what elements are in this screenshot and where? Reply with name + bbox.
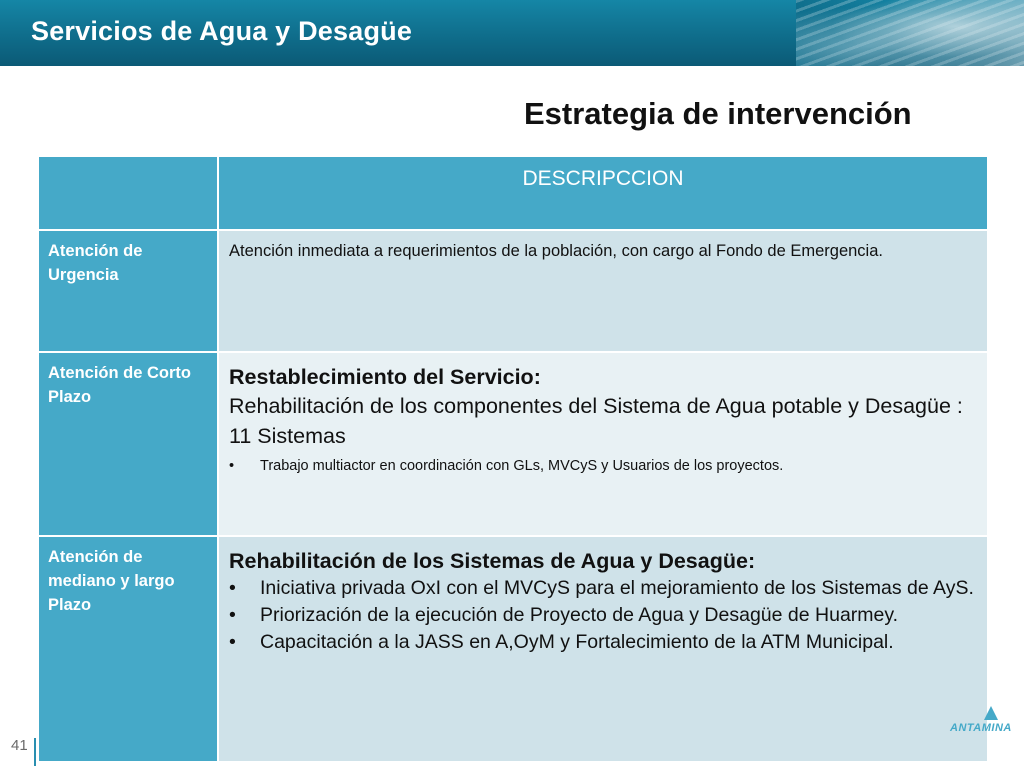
page-number: 41 [11, 737, 28, 754]
list-item-text: Priorización de la ejecución de Proyecto de Agua y Desagüe de Huarmey. [260, 604, 899, 626]
list-item-text: Trabajo multiactor en coordinación con GLs, MVCyS y Usuarios de los proyectos. [260, 458, 784, 474]
row-description [218, 230, 988, 352]
slide-title: Servicios de Agua y Desagüe [31, 16, 413, 46]
table-row [38, 230, 988, 352]
row-description [218, 536, 988, 762]
row-label: Atención de mediano y largo Plazo [38, 536, 218, 762]
logo-mark-icon [984, 706, 998, 720]
list-item [229, 602, 977, 629]
row-heading: Rehabilitación de los Sistemas de Agua y Desagüe: [229, 549, 756, 573]
row-label: Atención de Corto Plazo [38, 352, 218, 536]
list-item-text: Iniciativa privada OxI con el MVCyS para el mejoramiento de los Sistemas de AyS. [260, 577, 974, 599]
table-row [38, 352, 988, 536]
row-heading: Restablecimiento del Servicio: [229, 365, 541, 389]
slide-subtitle: Estrategia de intervención [524, 96, 912, 131]
page-divider [34, 738, 36, 766]
row-description [218, 352, 988, 536]
list-item [229, 455, 977, 477]
row-description-text: Atención inmediata a requerimientos de la población, con cargo al Fondo de Emergencia. [229, 242, 883, 260]
table-header-row [38, 156, 988, 230]
table-row [38, 536, 988, 762]
strategy-table [37, 155, 989, 763]
bullet-icon: • [229, 631, 236, 653]
company-logo: ANTAMINA [950, 722, 1012, 734]
header-bar [0, 0, 1024, 66]
bullet-icon: • [229, 458, 235, 474]
list-item [229, 629, 977, 656]
row-description-text: Rehabilitación de los componentes del Sistema de Agua potable y Desagüe : 11 Sistemas [229, 394, 963, 448]
row-label: Atención de Urgencia [38, 230, 218, 352]
header-photo [796, 0, 1024, 66]
bullet-icon: • [229, 577, 236, 599]
table-header-empty-cell [38, 156, 218, 230]
table-header-description: DESCRIPCCION [218, 156, 988, 230]
list-item-text: Capacitación a la JASS en A,OyM y Fortalecimiento de la ATM Municipal. [260, 631, 894, 653]
bullet-icon: • [229, 604, 236, 626]
list-item [229, 575, 977, 602]
